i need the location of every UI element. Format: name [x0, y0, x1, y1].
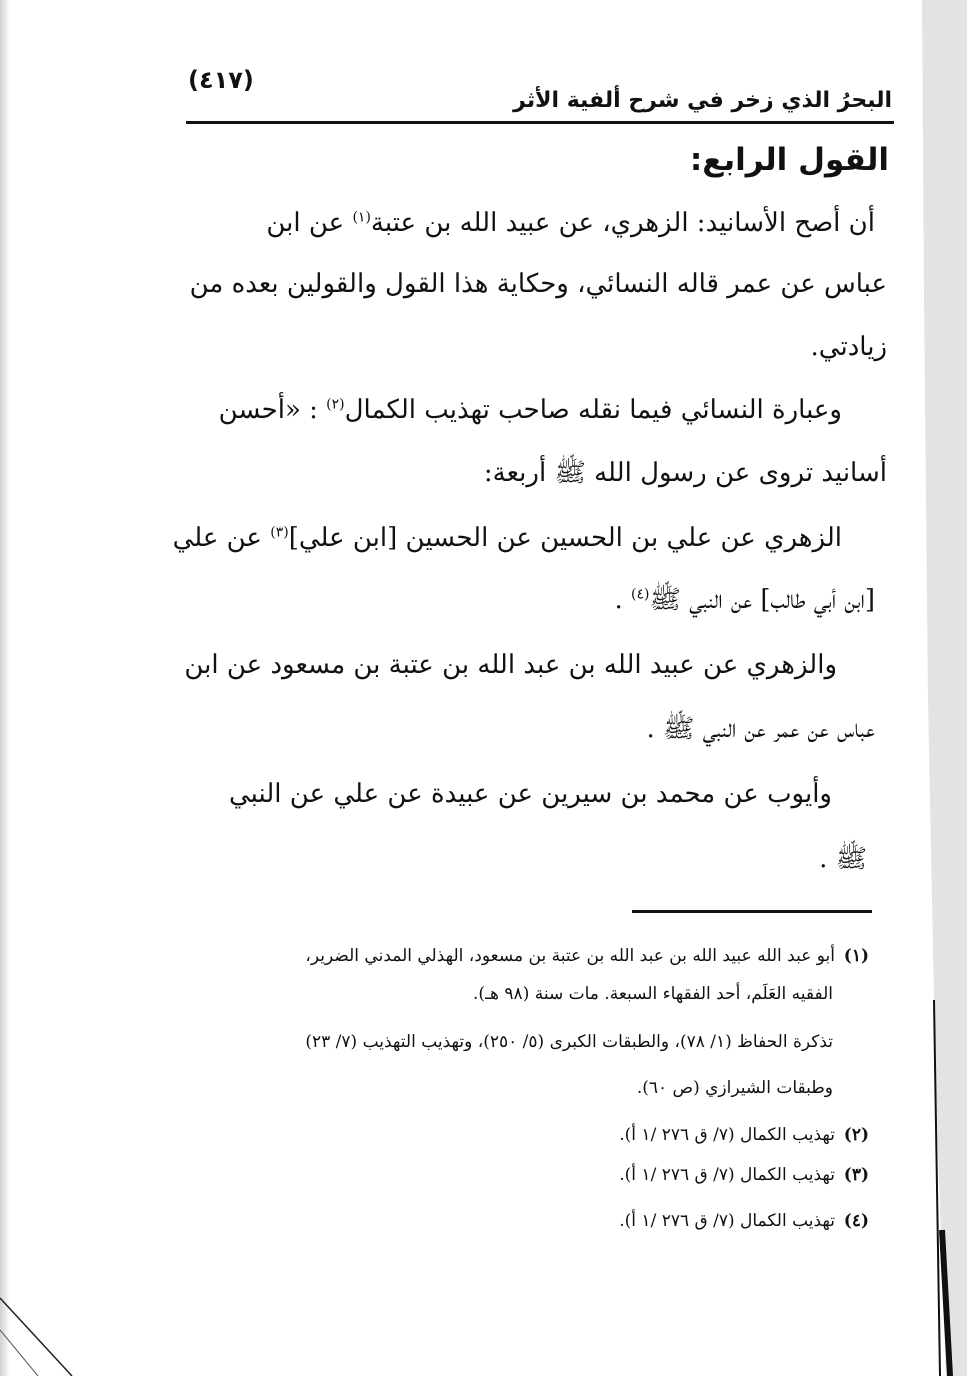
- body-text: : «أحسن: [218, 395, 327, 425]
- footnote-text: تهذيب الكمال (٧/ ق ٢٧٦ /١ أ).: [619, 1125, 835, 1145]
- footnote-ref: (١): [352, 209, 371, 226]
- header-rule: [186, 121, 894, 124]
- section-heading: القول الرابع:: [689, 142, 889, 178]
- footnote-rule: [632, 910, 872, 913]
- body-line: عباس عن عمر قاله النسائي، وحكاية هذا القول والقولين بعده من: [189, 269, 887, 299]
- body-line: أسانيد تروى عن رسول الله ﷺ أربعة:: [483, 458, 887, 488]
- footnote-2: [619, 1123, 869, 1147]
- footnote-text: تهذيب الكمال (٧/ ق ٢٧٦ /١ أ).: [619, 1211, 835, 1231]
- page-number: (٤١٧): [188, 66, 254, 94]
- footnote-4: [619, 1209, 869, 1233]
- body-text: أن أصح الأسانيد: الزهري، عن عبيد الله بن عتبة: [370, 208, 875, 238]
- body-text: عن علي: [172, 523, 271, 553]
- body-text: الزهري عن علي بن الحسين عن الحسين [ابن علي]: [288, 523, 842, 553]
- body-text: .: [614, 585, 631, 615]
- footnote-number: (٢): [843, 1125, 869, 1145]
- footnote-ref: (٤): [630, 586, 650, 603]
- footnote-number: (٣): [843, 1165, 869, 1185]
- footnote-number: (٤): [843, 1211, 869, 1231]
- scan-right-edge: [920, 0, 967, 1376]
- body-line: [172, 521, 842, 555]
- body-line: [182, 393, 842, 427]
- footnote-1: [305, 944, 869, 968]
- footnote-3: [619, 1163, 869, 1187]
- body-text: عن ابن: [266, 208, 353, 238]
- scan-corner-crease: [0, 1290, 80, 1376]
- body-line: ﷺ .: [819, 844, 867, 874]
- body-line: [175, 206, 875, 240]
- body-line: عباس عن عمر عن النبي ﷺ .: [646, 714, 875, 744]
- body-line: وأيوب عن محمد بن سيرين عن عبيدة عن علي عن النبي: [229, 779, 832, 809]
- body-line: زيادتي.: [810, 332, 887, 362]
- body-text: [ابن أبي طالب] عن النبي ﷺ: [649, 585, 875, 615]
- footnote-text: تهذيب الكمال (٧/ ق ٢٧٦ /١ أ).: [619, 1165, 835, 1185]
- footnote-1-line: تذكرة الحفاظ (١/ ٧٨)، والطبقات الكبرى (٥/ ٢٥٠)، وتهذيب التهذيب (٧/ ٢٣): [305, 1032, 833, 1052]
- footnote-ref: (٣): [270, 524, 289, 541]
- footnote-1-line: الفقيه العَلَم، أحد الفقهاء السبعة. مات سنة (٩٨ هـ).: [473, 984, 833, 1004]
- running-title: البحرُ الذي زخر في شرح ألفية الأثر: [513, 88, 892, 113]
- footnote-number: (١): [843, 946, 869, 966]
- body-line: [614, 583, 875, 617]
- body-text: وعبارة النسائي فيما نقله صاحب تهذيب الكمال: [344, 395, 842, 425]
- scan-left-shadow: [0, 0, 10, 1376]
- body-line: والزهري عن عبيد الله بن عبد الله بن عتبة بن مسعود عن ابن: [184, 650, 837, 680]
- footnote-text: أبو عبد الله عبيد الله بن عبد الله بن عتبة بن مسعود، الهذلي المدني الضرير،: [305, 946, 835, 966]
- footnote-ref: (٢): [326, 396, 345, 413]
- footnote-1-line: وطبقات الشيرازي (ص ٦٠).: [636, 1078, 833, 1098]
